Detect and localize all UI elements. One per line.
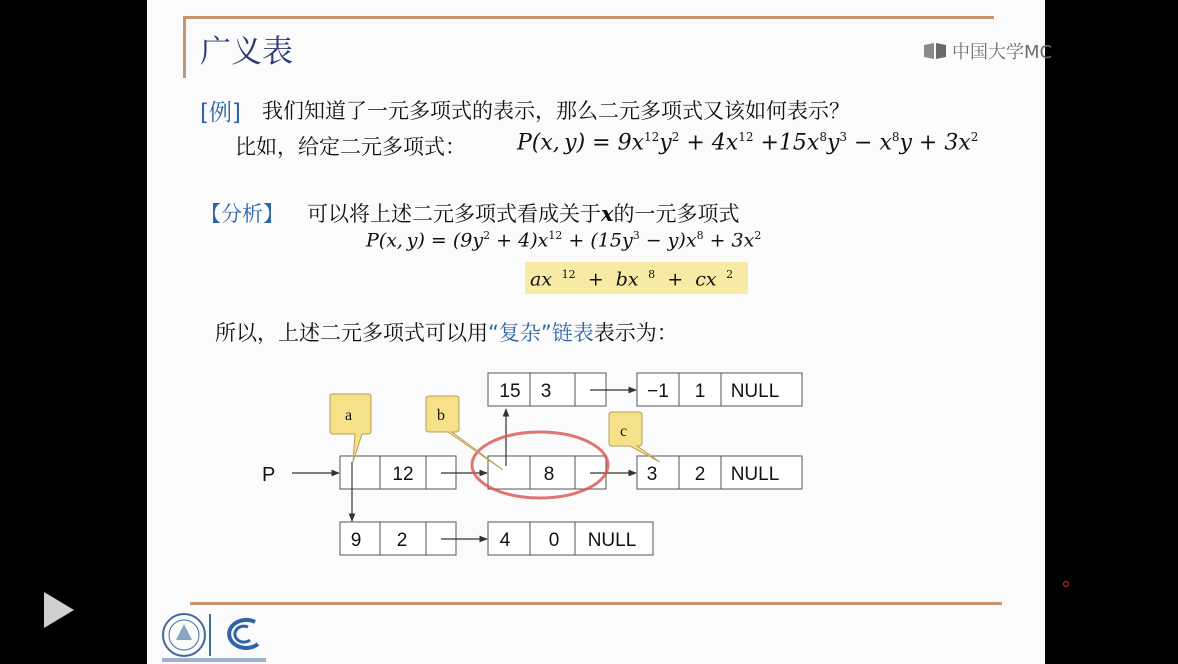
formula-grouped: P(x, $y) = (9y^2 + 4)x^{12} + (15y^3 - y)x^8 + 3x^2$ — [366, 229, 762, 252]
cursor-dot — [1063, 581, 1069, 587]
node-top-2 — [637, 373, 802, 406]
example-tag: [例] — [200, 100, 241, 126]
callout-c-label: c — [620, 423, 628, 440]
footer-rule — [190, 602, 1002, 605]
cell-mid-3-exp: 2 — [694, 464, 706, 485]
slide-title: 广义表 — [200, 34, 293, 70]
node-bot-1 — [340, 522, 456, 555]
cell-bot-1-coef: 9 — [350, 530, 362, 551]
cell-bot-1-exp: 2 — [396, 530, 408, 551]
cell-top-1-coef: 15 — [499, 381, 521, 402]
given-text: 比如，给定二元多项式： — [235, 135, 466, 159]
cell-top-2-null: NULL — [730, 381, 780, 402]
node-mid-1 — [340, 456, 456, 489]
node-bot-2 — [488, 522, 653, 555]
cell-mid-1-exp: 12 — [392, 464, 414, 485]
cell-mid-3-null: NULL — [730, 464, 780, 485]
cell-top-1-exp: 3 — [540, 381, 552, 402]
watermark-text: 中国大学MC — [952, 42, 1053, 63]
pointer-p-label: P — [262, 464, 276, 486]
play-icon[interactable] — [42, 590, 76, 630]
cell-bot-2-coef: 4 — [499, 530, 511, 551]
cell-top-2-coef: −1 — [647, 381, 669, 402]
node-top-1 — [488, 373, 606, 406]
university-logo-icon — [160, 610, 270, 664]
analysis-text: 可以将上述二元多项式看成关于x的一元多项式 — [307, 201, 740, 226]
cell-bot-2-null: NULL — [587, 530, 637, 551]
callout-a — [330, 394, 371, 462]
callout-b-label: b — [437, 407, 445, 424]
conclusion-text: 所以，上述二元多项式可以用“复杂”链表表示为： — [215, 321, 678, 345]
example-text: 我们知道了一元多项式的表示，那么二元多项式又该如何表示？ — [262, 99, 850, 123]
callout-c — [609, 412, 660, 462]
analysis-tag: 【分析】 — [200, 202, 284, 226]
callout-a-label: a — [345, 407, 353, 424]
formula-original: P(x, $y) = 9x^{12}y^2 + 4x^{12} +15x^8y^3 - x^8y + 3x^2$ — [517, 130, 979, 156]
cell-top-2-exp: 1 — [694, 381, 706, 402]
node-mid-3 — [637, 456, 802, 489]
cell-mid-2-exp: 8 — [543, 464, 555, 485]
formula-abc: ax $^{12}$ + bx $^8$ + cx $^2$ — [530, 268, 734, 291]
cell-bot-2-exp: 0 — [548, 530, 560, 551]
cell-mid-3-coef: 3 — [646, 464, 658, 485]
